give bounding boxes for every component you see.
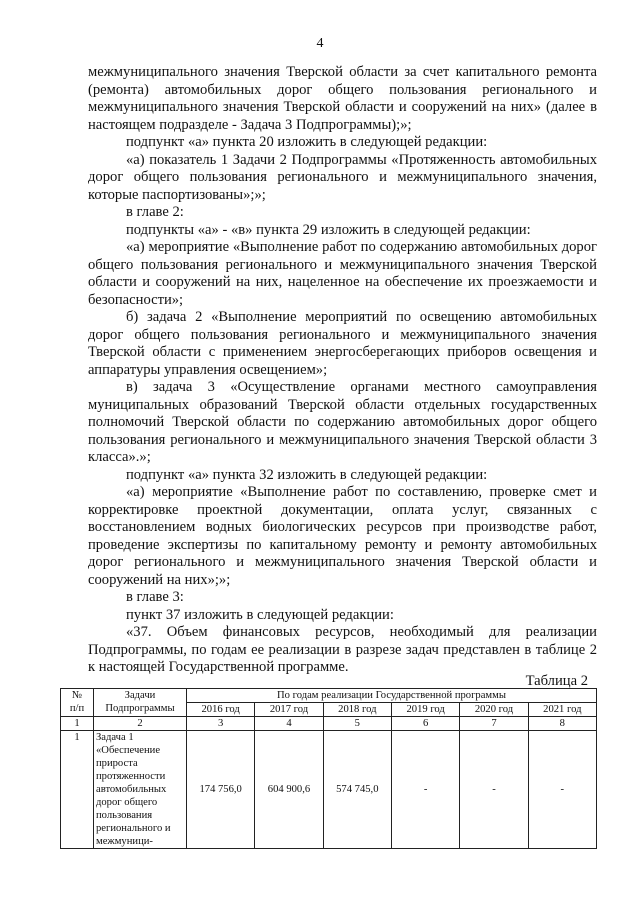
- column-number: 7: [460, 717, 528, 731]
- table-2: [60, 688, 597, 849]
- header-year: 2019 год: [391, 703, 459, 717]
- header-year: 2020 год: [460, 703, 528, 717]
- column-number: 8: [528, 717, 596, 731]
- column-number: 4: [255, 717, 323, 731]
- paragraph: б) задача 2 «Выполнение мероприятий по освещению автомобильных дорог общего пользования регионального и межмуниципального значения Тверской области с применением энергосберегающих приборов освещения и аппаратуры управления освещением»;: [88, 309, 597, 378]
- paragraph: подпункт «а» пункта 20 изложить в следующей редакции:: [126, 134, 488, 150]
- column-number: 1: [61, 717, 94, 731]
- row-value: 574 745,0: [323, 731, 391, 849]
- row-value: -: [460, 731, 528, 849]
- column-number: 5: [323, 717, 391, 731]
- row-value: -: [391, 731, 459, 849]
- column-number: 6: [391, 717, 459, 731]
- row-value: -: [528, 731, 596, 849]
- row-value: 174 756,0: [187, 731, 255, 849]
- header-year: 2021 год: [528, 703, 596, 717]
- paragraph: пункт 37 изложить в следующей редакции:: [126, 606, 394, 623]
- header-year: 2017 год: [255, 703, 323, 717]
- column-number: 3: [187, 717, 255, 731]
- row-value: 604 900,6: [255, 731, 323, 849]
- paragraph: межмуниципального значения Тверской области за счет капитального ремонта (ремонта) автомобильных дорог общего пользования регионального и межмуниципального значения Тверской области и сооружений на них» (далее в настоящем подразделе - Задача 3 Подпрограммы);»;: [88, 64, 597, 133]
- document-body: [88, 64, 597, 677]
- paragraph: «а) показатель 1 Задачи 2 Подпрограммы «Протяженность автомобильных дорог общего пользования регионального и межмуниципального значения, которые паспортизованы»;»;: [88, 151, 597, 203]
- header-year: 2018 год: [323, 703, 391, 717]
- paragraph: «37. Объем финансовых ресурсов, необходимый для реализации Подпрограммы, по годам ее реализации в разрезе задач представлен в таблице 2 к настоящей Государственной программе.: [88, 624, 597, 675]
- table-caption: Таблица 2: [525, 673, 588, 689]
- page-number: 4: [316, 36, 324, 51]
- header-task: Задачи Подпрограммы: [94, 689, 187, 717]
- row-task: Задача 1 «Обеспечение прироста протяженности автомобильных дорог общего пользования регионального и межмуници-: [94, 731, 187, 849]
- header-num: № п/п: [61, 689, 94, 717]
- column-number: 2: [94, 717, 187, 731]
- header-year: 2016 год: [187, 703, 255, 717]
- row-num: 1: [61, 731, 94, 849]
- column-number-row: [61, 717, 597, 731]
- table-header-row: [61, 689, 597, 703]
- table-row: [61, 731, 597, 849]
- paragraph: подпункты «а» - «в» пункта 29 изложить в следующей редакции:: [126, 221, 531, 238]
- paragraph: в) задача 3 «Осуществление органами местного самоуправления муниципальных образований Тверской области отдельных государственных полномочий Тверской области по содержанию автомобильных дорог общего пользования регионального и межмуниципального значения Тверской области 3 класса».»;: [88, 379, 597, 465]
- header-years-group: По годам реализации Государственной программы: [187, 689, 597, 703]
- paragraph: подпункт «а» пункта 32 изложить в следующей редакции:: [126, 466, 488, 483]
- paragraph: в главе 2:: [126, 204, 184, 220]
- paragraph: в главе 3:: [126, 589, 184, 605]
- paragraph: «а) мероприятие «Выполнение работ по составлению, проверке смет и корректировке проектной документации, оплата услуг, связанных с восстановлением водных биологических ресурсов при производстве работ, проведение экспертизы по капитальному ремонту и ремонту автомобильных дорог регионального и межмуниципального значения Тверской области и сооружений на них»;»;: [88, 484, 597, 588]
- paragraph: «а) мероприятие «Выполнение работ по содержанию автомобильных дорог общего пользования регионального и межмуниципального значения Тверской области и сооружений на них, нацеленное на обеспечение их проезжаемости и безопасности»;: [88, 239, 597, 308]
